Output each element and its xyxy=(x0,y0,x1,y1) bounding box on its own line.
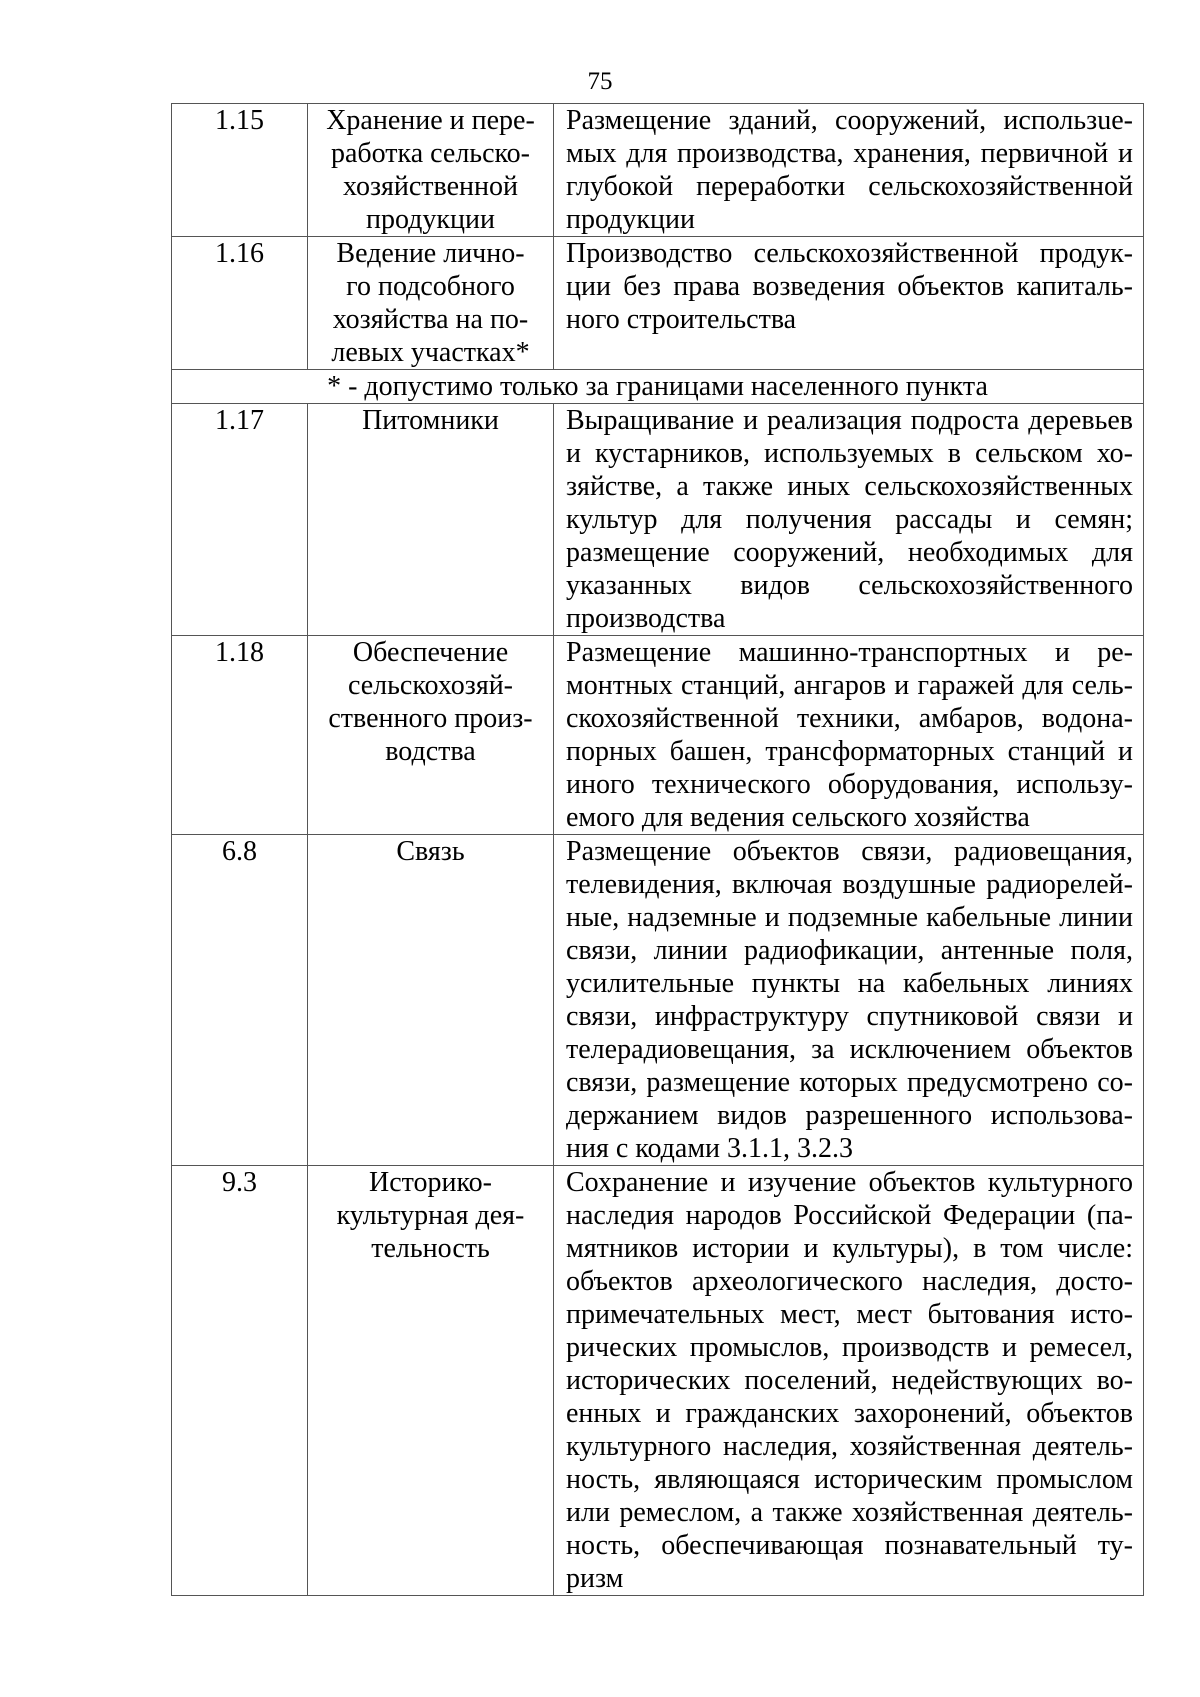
description-line: ризм xyxy=(566,1563,624,1594)
table-row xyxy=(172,237,1144,370)
type-name-line: Связь xyxy=(396,836,465,867)
description-line: монтных станций, ангаров и гаражей для сель- xyxy=(566,670,1133,701)
description-line: Сохранение и изучение объектов культурного xyxy=(566,1167,1133,1198)
description-line: Размещение машинно-транспортных и ре- xyxy=(566,637,1133,668)
description-line: Размещение зданий, сооружений, использue- xyxy=(566,105,1133,136)
description-line: держанием видов разрешенного использова- xyxy=(566,1100,1133,1131)
description-line: телевидения, включая воздушные радиорелей- xyxy=(566,869,1133,900)
description-line: или ремеслом, а также хозяйственная деятель- xyxy=(566,1497,1133,1528)
description-line: рических промыслов, производств и ремесел, xyxy=(566,1332,1133,1363)
code-cell: 6.8 xyxy=(172,835,308,1166)
description-line: ния с кодами 3.1.1, 3.2.3 xyxy=(566,1133,854,1164)
type-name-line: Ведение личнo- xyxy=(336,238,525,269)
description-line: Производство сельскохозяйственной продук- xyxy=(566,238,1133,269)
description-cell xyxy=(554,835,1144,1166)
description-line: Выращивание и реализация подроста деревьев xyxy=(566,405,1133,436)
type-name-line: продукции xyxy=(366,204,495,235)
code-cell: 9.3 xyxy=(172,1166,308,1596)
description-line: порных башен, трансформаторных станций и xyxy=(566,736,1133,767)
type-name-cell xyxy=(308,835,554,1166)
description-line: объектов археологического наследия, досто- xyxy=(566,1266,1133,1297)
type-name-line: водства xyxy=(385,736,476,767)
type-name-cell xyxy=(308,404,554,636)
description-line: ность, являющаяся историческим промыслом xyxy=(566,1464,1133,1495)
description-line: связи, размещение которых предусмотрено со- xyxy=(566,1067,1133,1098)
type-name-cell xyxy=(308,1166,554,1596)
table-row xyxy=(172,835,1144,1166)
type-name-line: левых участках* xyxy=(331,337,530,368)
land-use-table xyxy=(171,103,1144,1596)
description-line: указанных видов сельскохозяйственного xyxy=(566,570,1133,601)
type-name-line: Хранение и пере- xyxy=(326,105,535,136)
description-cell xyxy=(554,104,1144,237)
description-line: Размещение объектов связи, радиовещания, xyxy=(566,836,1133,867)
table-row xyxy=(172,104,1144,237)
description-line: ции без права возведения объектов капиталь- xyxy=(566,271,1133,302)
page-number: 75 xyxy=(587,68,613,95)
code-cell: 1.16 xyxy=(172,237,308,370)
type-name-line: сельскохозяй- xyxy=(347,670,514,701)
code-cell: 1.15 xyxy=(172,104,308,237)
description-line: усилительные пункты на кабельных линиях xyxy=(566,968,1133,999)
description-cell xyxy=(554,1166,1144,1596)
type-name-cell xyxy=(308,237,554,370)
code-cell: 1.17 xyxy=(172,404,308,636)
description-line: емого для ведения сельского хозяйства xyxy=(566,802,1030,833)
type-name-line: хозяйства на по- xyxy=(332,304,529,335)
note-row xyxy=(172,370,1144,404)
table-row xyxy=(172,1166,1144,1596)
description-line: мых для производства, хранения, первичной и xyxy=(566,138,1133,169)
description-line: производства xyxy=(566,603,726,634)
table-row xyxy=(172,404,1144,636)
code-cell: 1.18 xyxy=(172,636,308,835)
description-line: ного строительства xyxy=(566,304,797,335)
description-line: связи, инфраструктуру спутниковой связи и xyxy=(566,1001,1133,1032)
type-name-line: Историко- xyxy=(368,1167,492,1198)
type-name-cell xyxy=(308,636,554,835)
description-line: телерадиовещания, за исключением объектов xyxy=(566,1034,1133,1065)
description-line: и кустарников, используемых в сельском хо- xyxy=(566,438,1133,469)
type-name-line: работка сельско- xyxy=(330,138,531,169)
type-name-line: тельность xyxy=(371,1233,490,1264)
description-line: размещение сооружений, необходимых для xyxy=(566,537,1133,568)
description-line: ность, обеспечивающая познавательный ту- xyxy=(566,1530,1133,1561)
description-line: связи, линии радиофикации, антенные поля, xyxy=(566,935,1133,966)
description-line: культур для получения рассады и семян; xyxy=(566,504,1133,535)
description-line: глубокой переработки сельскохозяйственной xyxy=(566,171,1133,202)
type-name-line: ственного произ- xyxy=(328,703,533,734)
description-line: наследия народов Российской Федерации (па- xyxy=(566,1200,1133,1231)
description-line: зяйстве, а также иных сельскохозяйственных xyxy=(566,471,1133,502)
description-line: культурного наследия, хозяйственная деятель- xyxy=(566,1431,1133,1462)
type-name-line: Питомники xyxy=(362,405,499,436)
type-name-line: хозяйственной xyxy=(343,171,518,202)
footnote-text: * - допустимо только за границами населенного пункта xyxy=(172,370,1144,404)
description-cell xyxy=(554,636,1144,835)
description-line: мятников истории и культуры), в том числе: xyxy=(566,1233,1133,1264)
description-line: исторических поселений, недействующих во- xyxy=(566,1365,1133,1396)
description-cell xyxy=(554,237,1144,370)
description-line: продукции xyxy=(566,204,695,235)
type-name-cell xyxy=(308,104,554,237)
description-cell xyxy=(554,404,1144,636)
type-name-line: го подсобного xyxy=(346,271,515,302)
table-row xyxy=(172,636,1144,835)
description-line: иного технического оборудования, использу- xyxy=(566,769,1133,800)
description-line: примечательных мест, мест бытования исто- xyxy=(566,1299,1133,1330)
type-name-line: Обеспечение xyxy=(352,637,509,668)
description-line: ные, надземные и подземные кабельные линии xyxy=(566,902,1133,933)
type-name-line: культурная дея- xyxy=(336,1200,525,1231)
description-line: енных и гражданских захоронений, объектов xyxy=(566,1398,1133,1429)
description-line: скохозяйственной техники, амбаров, водона- xyxy=(566,703,1133,734)
